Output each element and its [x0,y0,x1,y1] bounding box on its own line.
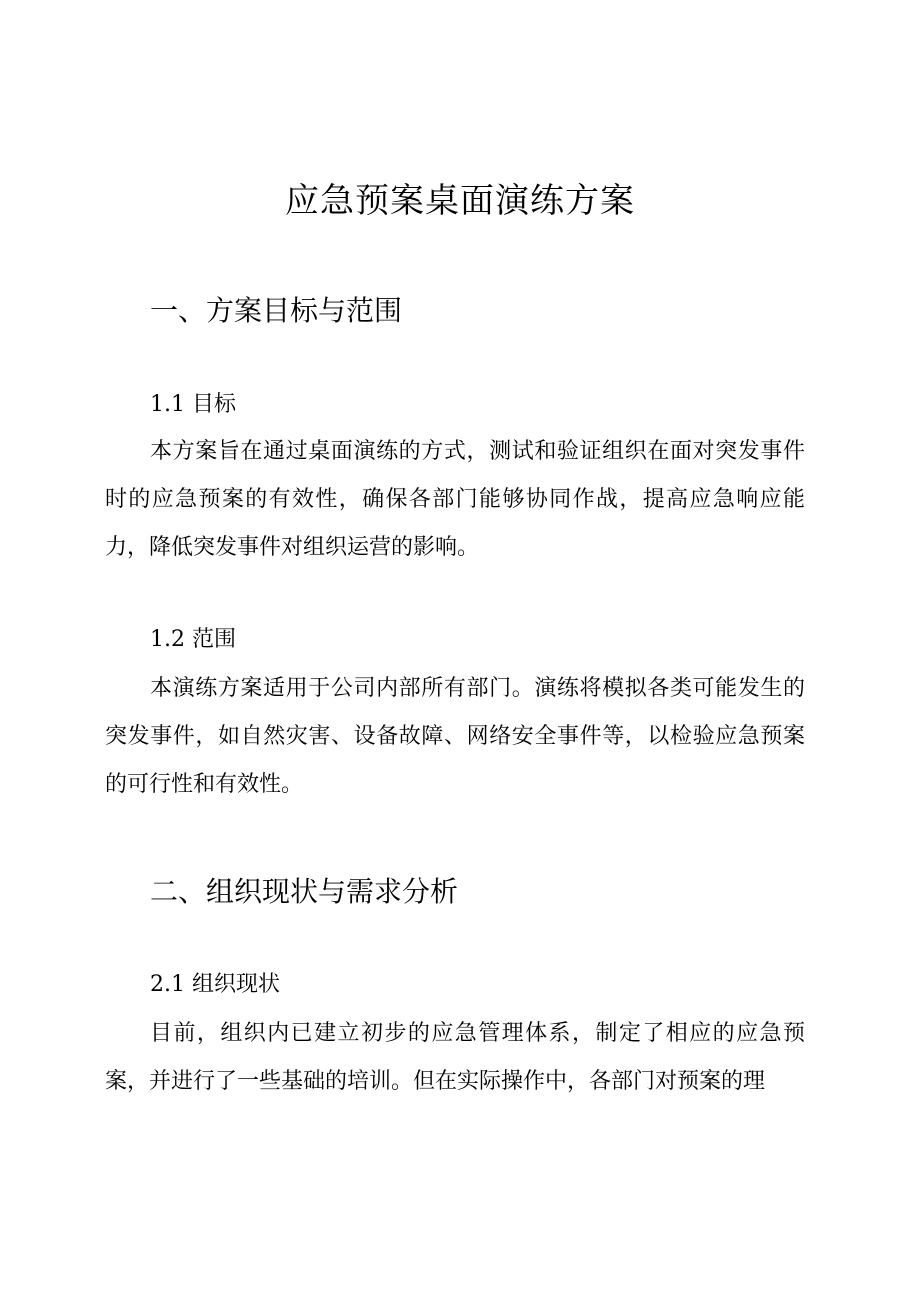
subsection-heading-1-2: 1.2 范围 [150,627,236,652]
section-heading-1: 一、方案目标与范围 [150,294,403,327]
subsection-heading-2-1: 2.1 组织现状 [150,972,280,997]
section-heading-2: 二、组织现状与需求分析 [150,875,459,908]
paragraph-2-1: 目前，组织内已建立初步的应急管理体系，制定了相应的应急预案，并进行了一些基础的培训。但在实际操作中，各部门对预案的理 [105,1021,805,1094]
paragraph-1-1: 本方案旨在通过桌面演练的方式，测试和验证组织在面对突发事件时的应急预案的有效性，确保各部门能够协同作战，提高应急响应能力，降低突发事件对组织运营的影响。 [105,439,805,560]
document-title: 应急预案桌面演练方案 [285,181,635,221]
paragraph-1-2: 本演练方案适用于公司内部所有部门。演练将模拟各类可能发生的突发事件，如自然灾害、设备故障、网络安全事件等，以检验应急预案的可行性和有效性。 [105,676,805,797]
subsection-heading-1-1: 1.1 目标 [150,392,236,417]
